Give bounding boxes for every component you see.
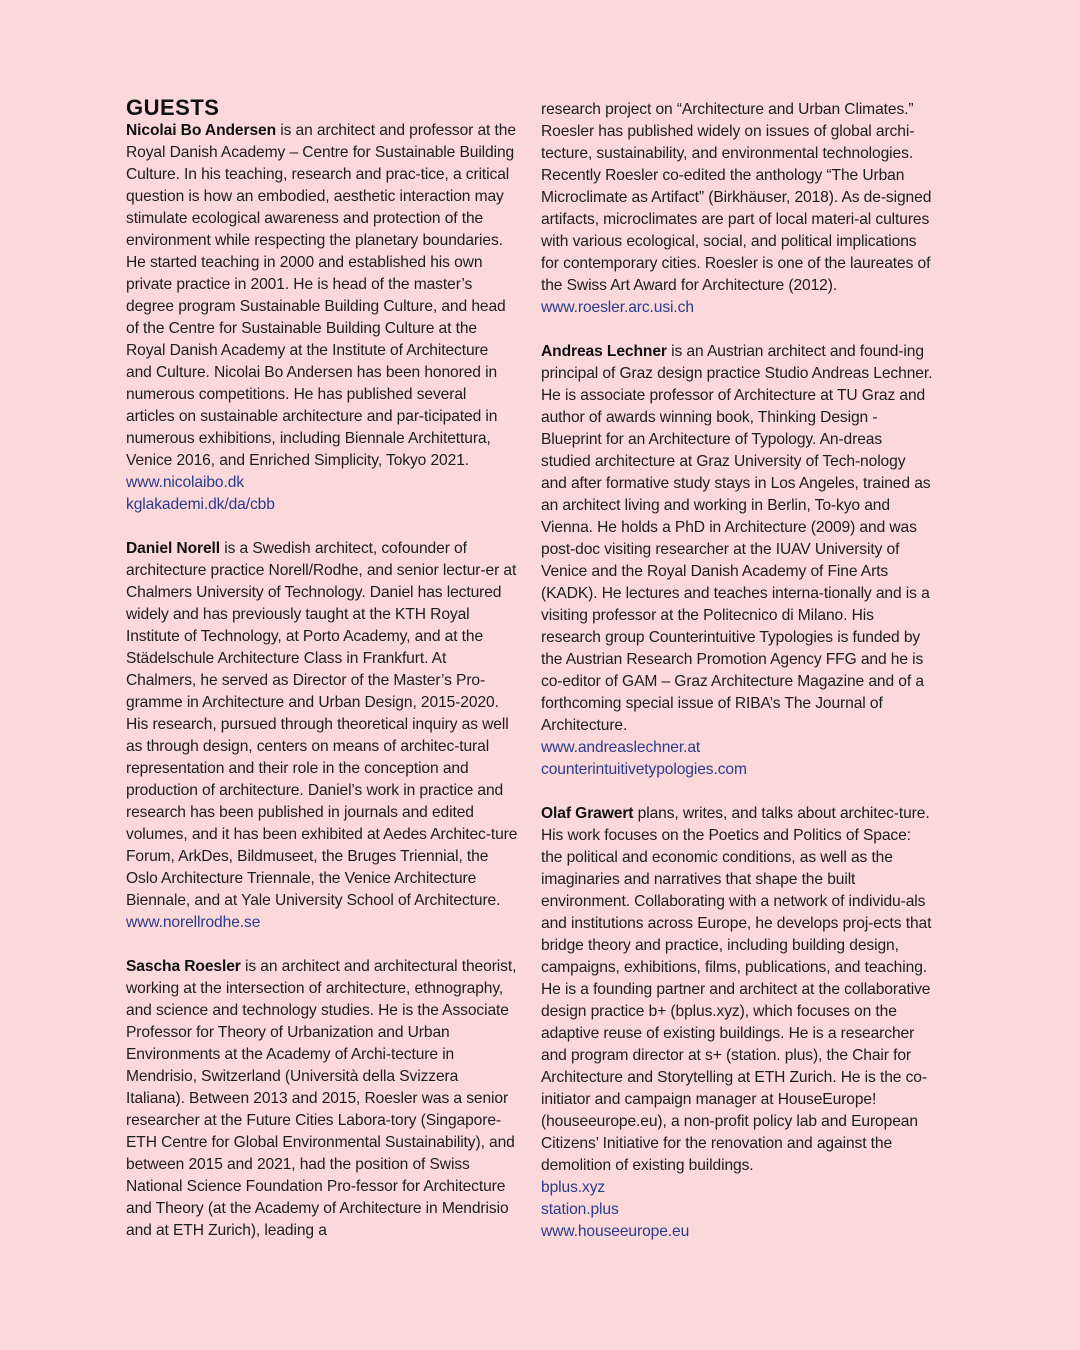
bio-roesler-part2: [541, 99, 933, 319]
bio-lechner-text: [541, 341, 933, 737]
guest-name-andersen: Nicolai Bo Andersen: [126, 122, 277, 139]
link-bplus[interactable]: bplus.xyz: [541, 1179, 606, 1196]
link-counterintuitive[interactable]: counterintuitivetypologies.com: [541, 761, 747, 778]
guest-name-norell: Daniel Norell: [126, 540, 221, 557]
bio-norell: [126, 538, 518, 934]
bio-roesler-body-right: research project on “Architecture and Urban Climates.” Roesler has published widely on issues of global archi-tecture, sustainability, and environmental technologies. Recently Roesler co-edited the anthology “The Urban Microclimate as Artifact” (Birkhäuser, 2018). As de-signed artifacts, microclimates are part of local materi-al cultures with various ecological, social, and political implications for contemporary cities. Roesler is one of the laureates of the Swiss Art Award for Architecture (2012).: [541, 101, 932, 294]
link-nicolaibo[interactable]: www.nicolaibo.dk: [126, 474, 245, 491]
bio-grawert-text: [541, 803, 933, 1177]
guest-name-grawert: Olaf Grawert: [541, 805, 634, 822]
link-stationplus[interactable]: station.plus: [541, 1201, 619, 1218]
link-norellrodhe[interactable]: www.norellrodhe.se: [126, 914, 261, 931]
guest-name-roesler: Sascha Roesler: [126, 958, 241, 975]
bio-norell-body: is a Swedish architect, cofounder of architecture practice Norell/Rodhe, and senior lectur-er at Chalmers University of Technology. Daniel has lectured widely and has previously taught at the KTH Royal Institute of Technology, at Porto Academy, and at the Städelschule Architecture Class in Frankfurt. At Chalmers, he served as Director of the Master’s Pro-gramme in Architecture and Urban Design, 2015-2020. His research, pursued through theoretical inquiry as well as through design, centers on means of architec-tural representation and their role in the conception and production of architecture. Daniel’s work in practice and research has been published in journals and edited volumes, and it has been exhibited at Aedes Architec-ture Forum, ArkDes, Bildmuseet, the Bruges Triennial, the Oslo Architecture Triennale, the Venice Architecture Biennale, and at Yale University School of Architecture.: [126, 540, 518, 909]
bio-lechner-body: is an Austrian architect and found-ing principal of Graz design practice Studio Andreas Lechner. He is associate professor of Architecture at TU Graz and author of awards winning book, Thinking Design - Blueprint for an Architecture of Typology. An-dreas studied architecture at Graz University of Tech-nology and after formative study stays in Los Angeles, trained as an architect living and working in Berlin, To-kyo and Vienna. He holds a PhD in Architecture (2009) and was post-doc visiting researcher at the IUAV University of Venice and the Royal Danish Academy of Fine Arts (KADK). He lectures and teaches interna-tionally and is a visiting professor at the Politecnico di Milano. His research group Counterintuitive Typologies is funded by the Austrian Research Promotion Agency FFG and he is co-editor of GAM – Graz Architecture Magazine and of a forthcoming special issue of RIBA’s The Journal of Architecture.: [541, 343, 933, 734]
bio-roesler-body-left: is an architect and architectural theorist, working at the intersection of architecture, ethnography, and science and technology studies. He is the Associate Professor for Theory of Urbanization and Urban Environments at the Academy of Archi-tecture in Mendrisio, Switzerland (Università della Svizzera Italiana). Between 2013 and 2015, Roesler was a senior researcher at the Future Cities Labora-tory (Singapore-ETH Centre for Global Environmental Sustainability), and between 2015 and 2021, had the position of Swiss National Science Foundation Pro-fessor for Architecture and Theory (at the Academy of Architecture in Mendrisio and at ETH Zurich), leading a: [126, 958, 517, 1239]
link-houseeurope[interactable]: www.houseeurope.eu: [541, 1223, 690, 1240]
link-kglakademi[interactable]: kglakademi.dk/da/cbb: [126, 496, 275, 513]
left-column: [126, 96, 518, 1264]
bio-norell-text: [126, 538, 518, 912]
guest-name-lechner: Andreas Lechner: [541, 343, 667, 360]
right-column: [541, 99, 933, 1265]
bio-andersen-text: [126, 120, 518, 472]
bio-roesler-text-left: [126, 956, 518, 1242]
bio-andersen-body: is an architect and professor at the Royal Danish Academy – Centre for Sustainable Building Culture. In his teaching, research and prac-tice, a critical question is how an embodied, aesthetic interaction may stimulate ecological awareness and protection of the environment while respecting the planetary boundaries. He started teaching in 2000 and established his own private practice in 2001. He is head of the master’s degree program Sustainable Building Culture, and head of the Centre for Sustainable Building Culture at the Royal Danish Academy at the Institute of Architecture and Culture. Nicolai Bo Andersen has been honored in numerous competitions. He has published several articles on sustainable architecture and par-ticipated in numerous exhibitions, including Biennale Architettura, Venice 2016, and Enriched Simplicity, Tokyo 2021.: [126, 122, 516, 469]
section-heading: GUESTS: [126, 95, 220, 120]
bio-roesler-part1: [126, 956, 518, 1242]
link-andreaslechner[interactable]: www.andreaslechner.at: [541, 739, 701, 756]
bio-andersen: [126, 120, 518, 516]
bio-lechner: [541, 341, 933, 781]
bio-grawert-body: plans, writes, and talks about architec-ture. His work focuses on the Poetics and Politics of Space: the political and economic conditions, as well as the imaginaries and narratives that shape the built environment. Collaborating with a network of individu-als and institutions across Europe, he develops proj-ects that bridge theory and practice, including building design, campaigns, exhibitions, films, publications, and teaching. He is a founding partner and architect at the collaborative design practice b+ (bplus.xyz), which focuses on the adaptive reuse of existing buildings. He is a researcher and program director at s+ (station. plus), the Chair for Architecture and Storytelling at ETH Zurich. He is the co-initiator and campaign manager at HouseEurope! (houseeurope.eu), a non-profit policy lab and European Citizens’ Initiative for the renovation and against the demolition of existing buildings.: [541, 805, 932, 1174]
link-roesler[interactable]: www.roesler.arc.usi.ch: [541, 299, 694, 316]
bio-grawert: [541, 803, 933, 1243]
